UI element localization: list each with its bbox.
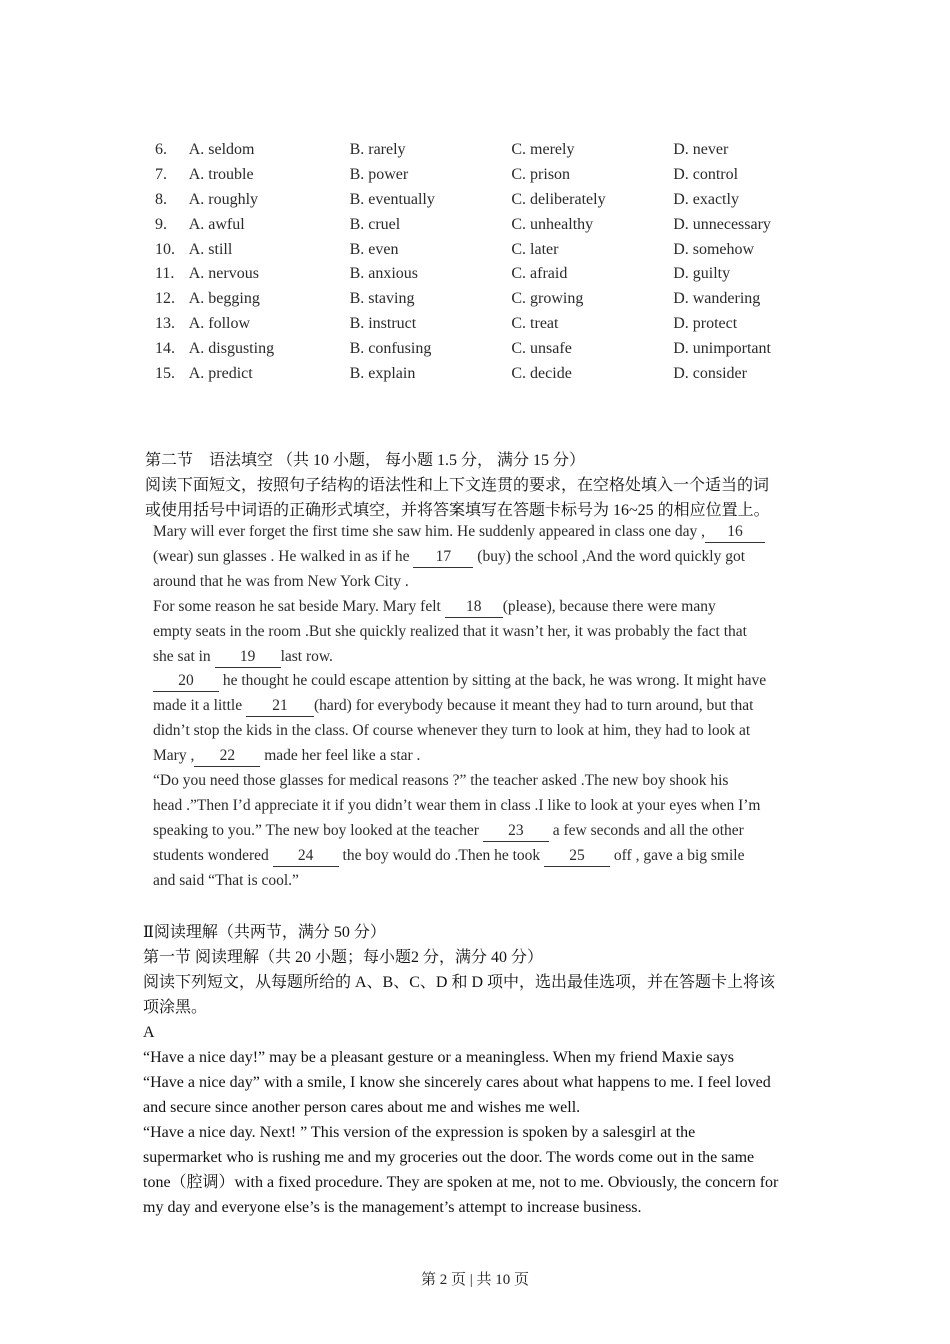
reading-line: my day and everyone else’s is the management’s attempt to increase business. — [143, 1199, 642, 1216]
passage-line: (wear) sun glasses . He walked in as if he 17 (buy) the school ,And the word quickly got — [153, 545, 821, 570]
option-c[interactable]: C. growing — [511, 290, 584, 308]
page-footer: 第 2 页 | 共 10 页 — [420, 1272, 529, 1288]
option-c[interactable]: C. unhealthy — [511, 215, 594, 233]
option-c[interactable]: C. afraid — [511, 265, 568, 283]
blank-21[interactable]: 21 — [246, 696, 314, 717]
passage-line: she sat in 19 last row. — [153, 645, 821, 670]
passage-line: made it a little 21 (hard) for everybody because it meant they had to turn around, but that — [153, 694, 821, 719]
option-d[interactable]: D. wandering — [673, 290, 761, 308]
passage-a — [143, 1045, 813, 1220]
question-number: 12. — [155, 290, 175, 308]
option-b[interactable]: B. power — [349, 165, 409, 183]
question-number: 9. — [155, 215, 167, 233]
blank-24[interactable]: 24 — [273, 846, 339, 867]
question-number: 15. — [155, 365, 175, 383]
passage-line: students wondered 24 the boy would do .Then he took 25 off , gave a big smile — [153, 844, 821, 869]
blank-25[interactable]: 25 — [544, 846, 610, 867]
option-b[interactable]: B. rarely — [349, 141, 406, 158]
option-d[interactable]: D. control — [673, 165, 739, 183]
option-c[interactable]: C. deliberately — [511, 190, 606, 208]
question-number: 8. — [155, 190, 167, 208]
choice-row — [155, 188, 835, 213]
reading-line: “Have a nice day!” may be a pleasant gesture or a meaningless. When my friend Maxie says — [143, 1049, 735, 1066]
blank-16[interactable]: 16 — [705, 522, 765, 543]
option-b[interactable]: B. confusing — [349, 340, 432, 358]
option-d[interactable]: D. guilty — [673, 265, 731, 283]
blank-23[interactable]: 23 — [483, 821, 549, 842]
choice-row — [155, 287, 835, 312]
passage-line: head .”Then I’d appreciate it if you didn’t wear them in class .I like to look at your eyes when I’m — [153, 796, 761, 814]
option-d[interactable]: D. never — [673, 141, 729, 158]
reading-line: and secure since another person cares about me and wishes me well. — [143, 1099, 581, 1116]
passage-line: empty seats in the room .But she quickly realized that it wasn’t her, it was probably the fact that — [153, 622, 747, 640]
choice-row — [155, 262, 835, 287]
choice-row — [155, 238, 835, 263]
option-a[interactable]: A. trouble — [188, 165, 254, 183]
option-b[interactable]: B. explain — [349, 365, 416, 383]
option-d[interactable]: D. somehow — [673, 240, 755, 258]
reading-line: tone（腔调）with a fixed procedure. They are spoken at me, not to me. Obviously, the concern for — [143, 1174, 779, 1191]
part2-heading: Ⅱ阅读理解（共两节，满分 50 分） — [143, 924, 386, 941]
question-number: 11. — [155, 265, 175, 283]
question-number: 7. — [155, 165, 167, 183]
question-number: 13. — [155, 315, 175, 333]
section2-instruction-line1: 阅读下面短文，按照句子结构的语法性和上下文连贯的要求，在空格处填入一个适当的词 — [145, 477, 770, 494]
option-c[interactable]: C. later — [511, 240, 559, 258]
reading-line: “Have a nice day” with a smile, I know she sincerely cares about what happens to me. I feel loved — [143, 1074, 771, 1091]
passage-line: didn’t stop the kids in the class. Of course whenever they turn to look at him, they had to look at — [153, 722, 751, 740]
section2-heading: 第二节 语法填空 （共 10 小题， 每小题 1.5 分， 满分 15 分） — [145, 452, 586, 469]
part2-instruction-line1: 阅读下列短文，从每题所给的 A、B、C、D 和 D 项中，选出最佳选项，并在答题卡上将该 — [143, 974, 776, 991]
option-b[interactable]: B. instruct — [349, 315, 417, 333]
option-d[interactable]: D. exactly — [673, 190, 739, 208]
option-c[interactable]: C. unsafe — [511, 340, 572, 358]
option-b[interactable]: B. staving — [349, 290, 415, 308]
passage-line: and said “That is cool.” — [153, 871, 299, 889]
option-b[interactable]: B. anxious — [349, 265, 419, 283]
blank-17[interactable]: 17 — [413, 547, 473, 568]
option-c[interactable]: C. treat — [511, 315, 559, 333]
option-a[interactable]: A. roughly — [188, 190, 259, 208]
section2-instruction-line2: 或使用括号中词语的正确形式填空，并将答案填写在答题卡标号为 16~25 的相应位置上。 — [145, 502, 770, 519]
choice-row — [155, 213, 835, 238]
option-a[interactable]: A. still — [188, 240, 233, 258]
part2-instruction-line2: 项涂黑。 — [143, 999, 208, 1016]
choice-row — [155, 163, 835, 188]
choice-row — [155, 138, 835, 163]
reading-line: “Have a nice day. Next! ” This version of the expression is spoken by a salesgirl at the — [143, 1124, 696, 1141]
choice-row — [155, 337, 835, 362]
option-a[interactable]: A. disgusting — [188, 340, 275, 358]
blank-20[interactable]: 20 — [153, 671, 219, 692]
passage-line: Mary will ever forget the first time she saw him. He suddenly appeared in class one day , 16 — [153, 520, 821, 545]
option-b[interactable]: B. eventually — [349, 190, 435, 208]
option-c[interactable]: C. merely — [511, 141, 575, 158]
option-d[interactable]: D. consider — [673, 365, 747, 383]
passage-line: 20 he thought he could escape attention by sitting at the back, he was wrong. It might have — [153, 669, 821, 694]
choices-table — [155, 138, 835, 387]
option-c[interactable]: C. prison — [511, 165, 571, 183]
passage-line: speaking to you.” The new boy looked at the teacher 23 a few seconds and all the other — [153, 819, 821, 844]
option-a[interactable]: A. predict — [188, 365, 253, 383]
passage-line: Mary , 22 made her feel like a star . — [153, 744, 821, 769]
grammar-passage — [153, 520, 821, 894]
choice-row — [155, 362, 835, 387]
blank-22[interactable]: 22 — [194, 746, 260, 767]
question-number: 6. — [155, 141, 167, 158]
passage-line: “Do you need those glasses for medical reasons ?” the teacher asked .The new boy shook his — [153, 772, 729, 790]
option-a[interactable]: A. nervous — [188, 265, 259, 283]
option-a[interactable]: A. awful — [188, 215, 245, 233]
option-a[interactable]: A. follow — [188, 315, 251, 333]
part2-section1-heading: 第一节 阅读理解（共 20 小题；每小题2 分，满分 40 分） — [143, 949, 544, 966]
passage-line: around that he was from New York City . — [153, 572, 409, 590]
passage-line: For some reason he sat beside Mary. Mary felt 18 (please), because there were many — [153, 595, 821, 620]
option-c[interactable]: C. decide — [511, 365, 572, 383]
reading-section — [143, 920, 813, 1220]
choice-row — [155, 312, 835, 337]
option-d[interactable]: D. protect — [673, 315, 738, 333]
option-b[interactable]: B. even — [349, 240, 399, 258]
question-number: 14. — [155, 340, 175, 358]
option-d[interactable]: D. unnecessary — [673, 215, 771, 233]
reading-line: supermarket who is rushing me and my groceries out the door. The words come out in the same — [143, 1149, 755, 1166]
passage-label: A — [143, 1024, 155, 1041]
option-a[interactable]: A. begging — [188, 290, 260, 308]
blank-18[interactable]: 18 — [445, 597, 503, 618]
option-a[interactable]: A. seldom — [188, 141, 255, 158]
blank-19[interactable]: 19 — [215, 647, 281, 668]
section2-instructions — [145, 448, 810, 523]
question-number: 10. — [155, 240, 175, 258]
option-b[interactable]: B. cruel — [349, 215, 401, 233]
option-d[interactable]: D. unimportant — [673, 340, 771, 358]
